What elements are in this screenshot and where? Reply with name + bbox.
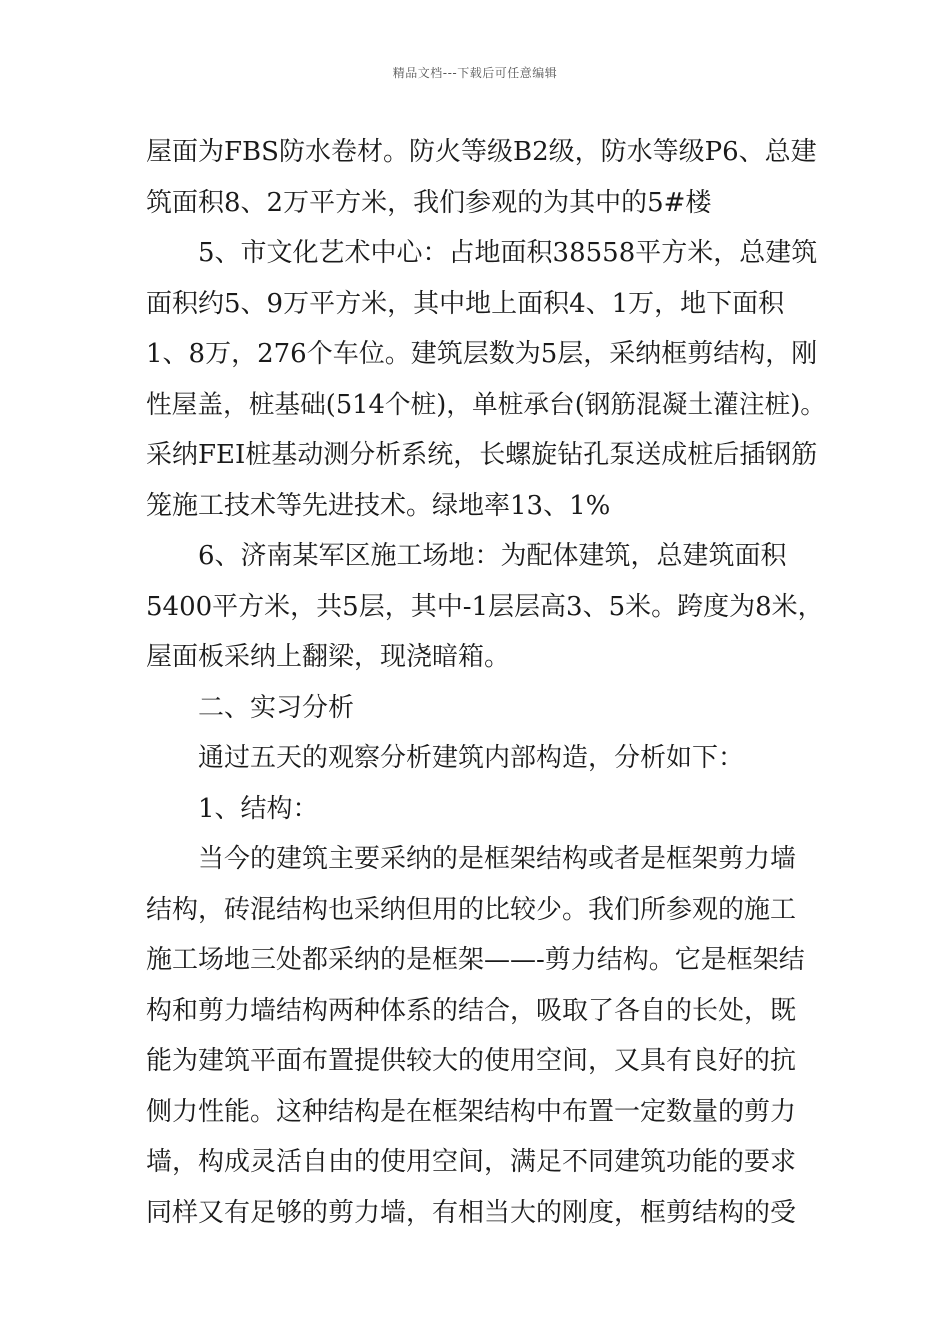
text-line: 通过五天的观察分析建筑内部构造，分析如下： — [198, 743, 745, 773]
text-line: 5400平方米，共5层，其中-1层层高3、5米。跨度为8米， — [146, 591, 824, 622]
text-line: 1、8万，276个车位。建筑层数为5层，采纳框剪结构，刚 — [146, 339, 818, 369]
text-line: 施工场地三处都采纳的是框架——-剪力结构。它是框架结 — [146, 945, 805, 975]
text-line: 同样又有足够的剪力墙，有相当大的刚度，框剪结构的受 — [146, 1197, 797, 1228]
document-body — [146, 127, 826, 1238]
page-header: 精品文档---下载后可任意编辑 — [392, 66, 558, 80]
text-line: 屋面板采纳上翻梁，现浇暗箱。 — [146, 642, 511, 672]
text-line: 面积约5、9万平方米，其中地上面积4、1万，地下面积 — [146, 288, 785, 319]
text-line: 5、市文化艺术中心：占地面积38558平方米，总建筑 — [198, 238, 818, 268]
text-line: 1、结构： — [198, 793, 319, 824]
text-line: 侧力性能。这种结构是在框架结构中布置一定数量的剪力 — [146, 1096, 797, 1127]
text-line: 性屋盖，桩基础(514个桩)，单桩承台(钢筋混凝土灌注桩)。 — [146, 389, 826, 420]
text-line: 屋面为FBS防水卷材。防火等级B2级，防水等级P6、总建 — [146, 137, 817, 167]
text-line: 采纳FEI桩基动测分析系统，长螺旋钻孔泵送成桩后插钢筋 — [146, 440, 818, 470]
text-line: 结构，砖混结构也采纳但用的比较少。我们所参观的施工 — [146, 894, 797, 925]
text-line: 能为建筑平面布置提供较大的使用空间，又具有良好的抗 — [146, 1046, 797, 1076]
text-line: 当今的建筑主要采纳的是框架结构或者是框架剪力墙 — [198, 844, 797, 874]
text-line: 二、实习分析 — [198, 692, 355, 723]
text-line: 6、济南某军区施工场地：为配体建筑，总建筑面积 — [198, 541, 787, 571]
text-line: 筑面积8、2万平方米，我们参观的为其中的5#楼 — [146, 187, 712, 218]
text-line: 墙，构成灵活自由的使用空间，满足不同建筑功能的要求 — [146, 1147, 797, 1177]
text-line: 笼施工技术等先进技术。绿地率13、1% — [146, 490, 611, 521]
text-line: 构和剪力墙结构两种体系的结合，吸取了各自的长处，既 — [146, 995, 797, 1026]
